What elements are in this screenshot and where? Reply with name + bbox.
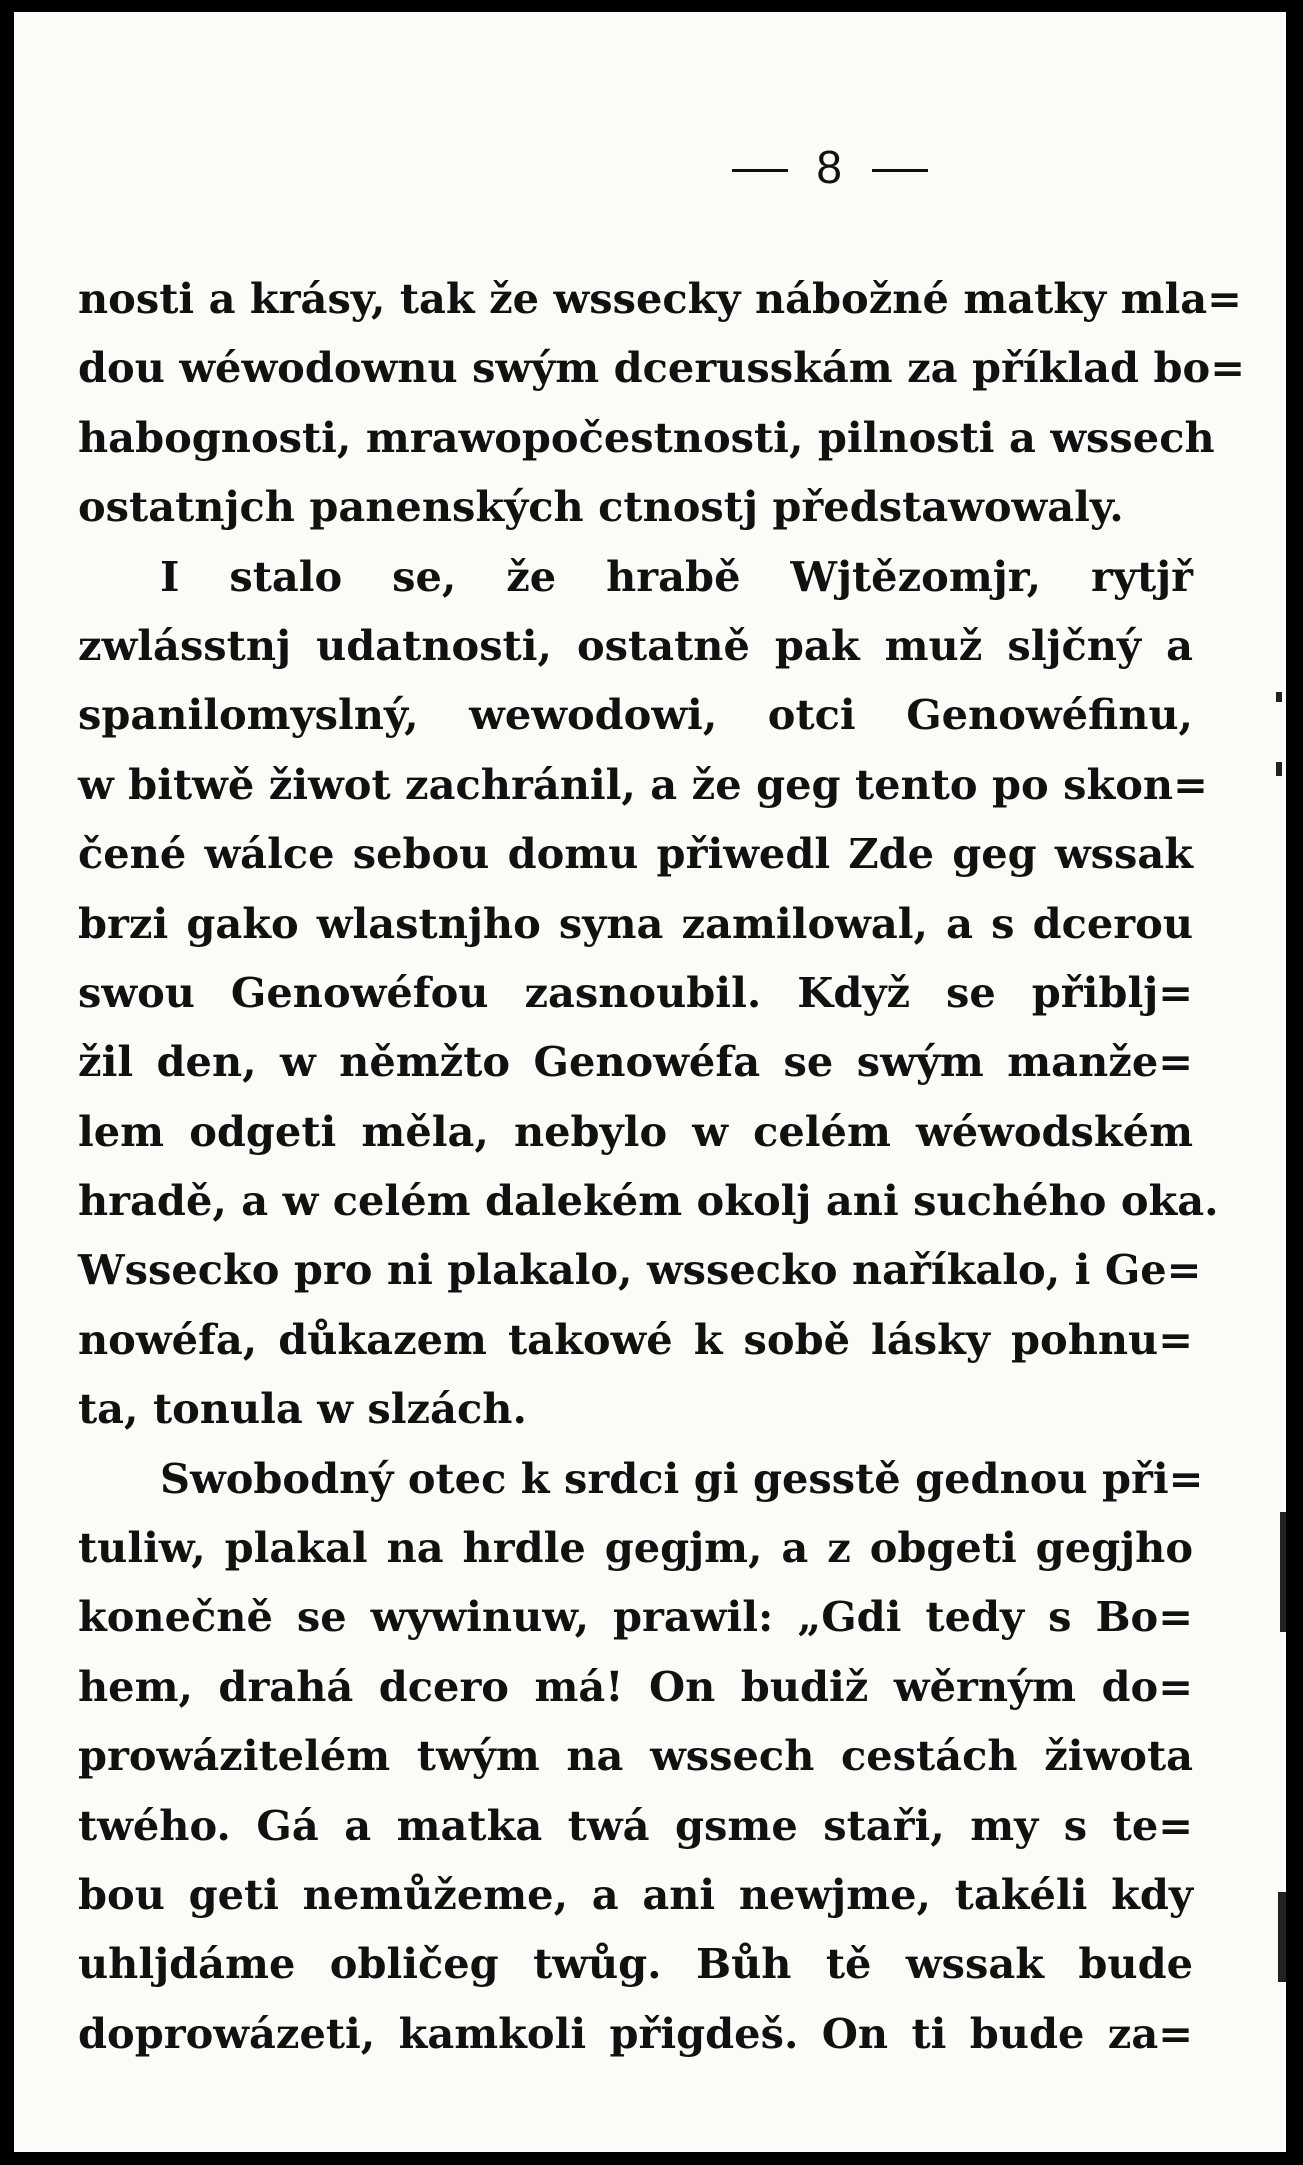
text-line: uhljdáme obličeg twůg. Bůh tě wssak bude <box>78 1939 1193 1989</box>
text-line: dou wéwodownu swým dcerusskám za příklad bo= <box>78 343 1245 393</box>
text-line: prowázitelém twým na wssech cestách žiwota <box>78 1731 1193 1781</box>
page-number-dash-left <box>732 169 788 172</box>
scan-edge-mark <box>1280 1512 1286 1632</box>
text-line: hradě, a w celém dalekém okolj ani suchého oka. <box>78 1176 1219 1226</box>
page-number-value: 8 <box>816 141 844 193</box>
text-line: w bitwě žiwot zachránil, a že geg tento po skon= <box>78 759 1208 809</box>
text-line: bou geti nemůžeme, a ani newjme, takéli kdy <box>78 1869 1193 1919</box>
text-line: Wssecko pro ni plakalo, wssecko naříkalo, i Ge= <box>78 1245 1202 1295</box>
text-line: čené wálce sebou domu přiwedl Zde geg wssak <box>78 829 1193 879</box>
text-line: twého. Gá a matka twá gsme staři, my s te= <box>78 1800 1193 1850</box>
text-line: ostatnjch panenských ctnostj předstawowaly. <box>78 482 1124 532</box>
text-line: spanilomyslný, wewodowi, otci Genowéfinu, <box>78 690 1193 740</box>
text-line: doprowázeti, kamkoli přigdeš. On ti bude za= <box>78 2008 1193 2058</box>
scan-edge-mark <box>1276 762 1282 776</box>
page-number-dash-right <box>872 169 928 172</box>
text-line: tuliw, plakal na hrdle gegjm, a z obgeti gegjho <box>78 1523 1193 1573</box>
text-line: swou Genowéfou zasnoubil. Když se přiblj= <box>78 967 1193 1017</box>
text-line: ta, tonula w slzách. <box>78 1384 527 1434</box>
scan-edge-mark <box>1278 1892 1286 1982</box>
text-line: nowéfa, důkazem takowé k sobě lásky pohnu= <box>78 1314 1193 1364</box>
text-line: zwlásstnj udatnosti, ostatně pak muž sljčný a <box>78 620 1193 670</box>
text-line: habognosti, mrawopočestnosti, pilnosti a wssech <box>78 412 1215 462</box>
text-line: brzi gako wlastnjho syna zamilowal, a s dcerou <box>78 898 1193 948</box>
text-line: konečně se wywinuw, prawil: „Gdi tedy s Bo= <box>78 1592 1193 1642</box>
scan-edge-mark <box>1276 692 1282 702</box>
text-line: žil den, w němžto Genowéfa se swým manže= <box>78 1037 1193 1087</box>
text-line: I stalo se, že hrabě Wjtězomjr, rytjř <box>160 551 1193 601</box>
text-line: nosti a krásy, tak že wssecky nábožné matky mla= <box>78 274 1242 323</box>
body-text <box>78 264 1245 2068</box>
text-line: lem odgeti měla, nebylo w celém wéwodském <box>78 1106 1193 1156</box>
page-number <box>14 140 1286 194</box>
text-line: hem, drahá dcero má! On budiž wěrným do= <box>78 1661 1193 1711</box>
text-line: Swobodný otec k srdci gi gesstě gednou při= <box>160 1453 1204 1503</box>
book-page <box>14 12 1286 2152</box>
